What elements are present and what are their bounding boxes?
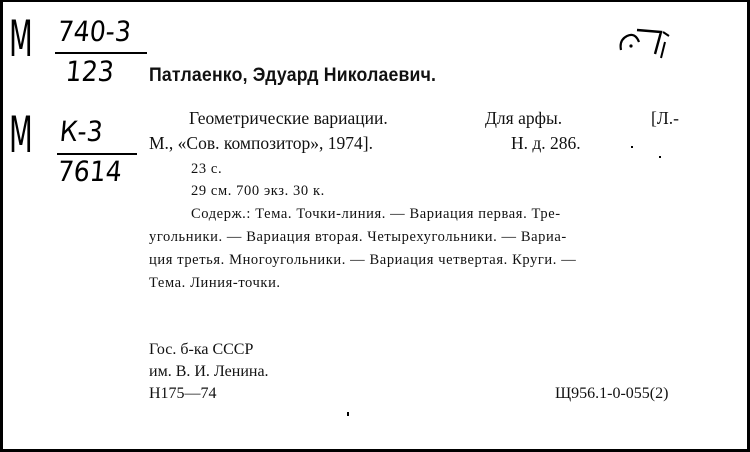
classification-code: Щ956.1-0-055(2) [555, 385, 669, 402]
format-text: 29 см. 700 экз. 30 к. [191, 183, 325, 199]
handwritten-number-1: 123 [64, 55, 116, 88]
card-number: Н175—74 [149, 385, 217, 402]
place-start-text: [Л.- [651, 108, 679, 128]
publisher-text: М., «Сов. композитор», 1974]. [149, 133, 373, 153]
handwritten-code-1: 740-3 [56, 15, 133, 48]
handwritten-number-2: 7614 [56, 155, 124, 188]
pages-text: 23 с. [191, 161, 223, 177]
handwritten-letter-1: М [9, 10, 34, 68]
handwritten-code-2: К-3 [58, 115, 105, 148]
contents-line-1: Содерж.: Тема. Точки-линия. — Вариация первая. Тре- [191, 206, 561, 222]
author-heading: Патлаенко, Эдуард Николаевич. [149, 65, 437, 86]
stamp-scribble-icon [617, 20, 673, 60]
contents-line-2: угольники. — Вариация вторая. Четырехугольники. — Вариа- [149, 229, 567, 245]
handwritten-letter-2: М [9, 106, 34, 164]
speck [347, 412, 349, 416]
subtitle-text: Для арфы. [485, 108, 563, 128]
contents-line-4: Тема. Линия-точки. [149, 275, 281, 291]
order-number: Н. д. 286. [511, 133, 581, 153]
title-text: Геометрические вариации. [189, 108, 388, 128]
library-line-2: им. В. И. Ленина. [149, 363, 269, 380]
speck [631, 146, 633, 148]
library-line-1: Гос. б-ка СССР [149, 341, 254, 358]
contents-line-3: ция третья. Многоугольники. — Вариация четвертая. Круги. — [149, 252, 577, 268]
speck [659, 156, 661, 158]
handwritten-divider-1 [55, 52, 147, 54]
